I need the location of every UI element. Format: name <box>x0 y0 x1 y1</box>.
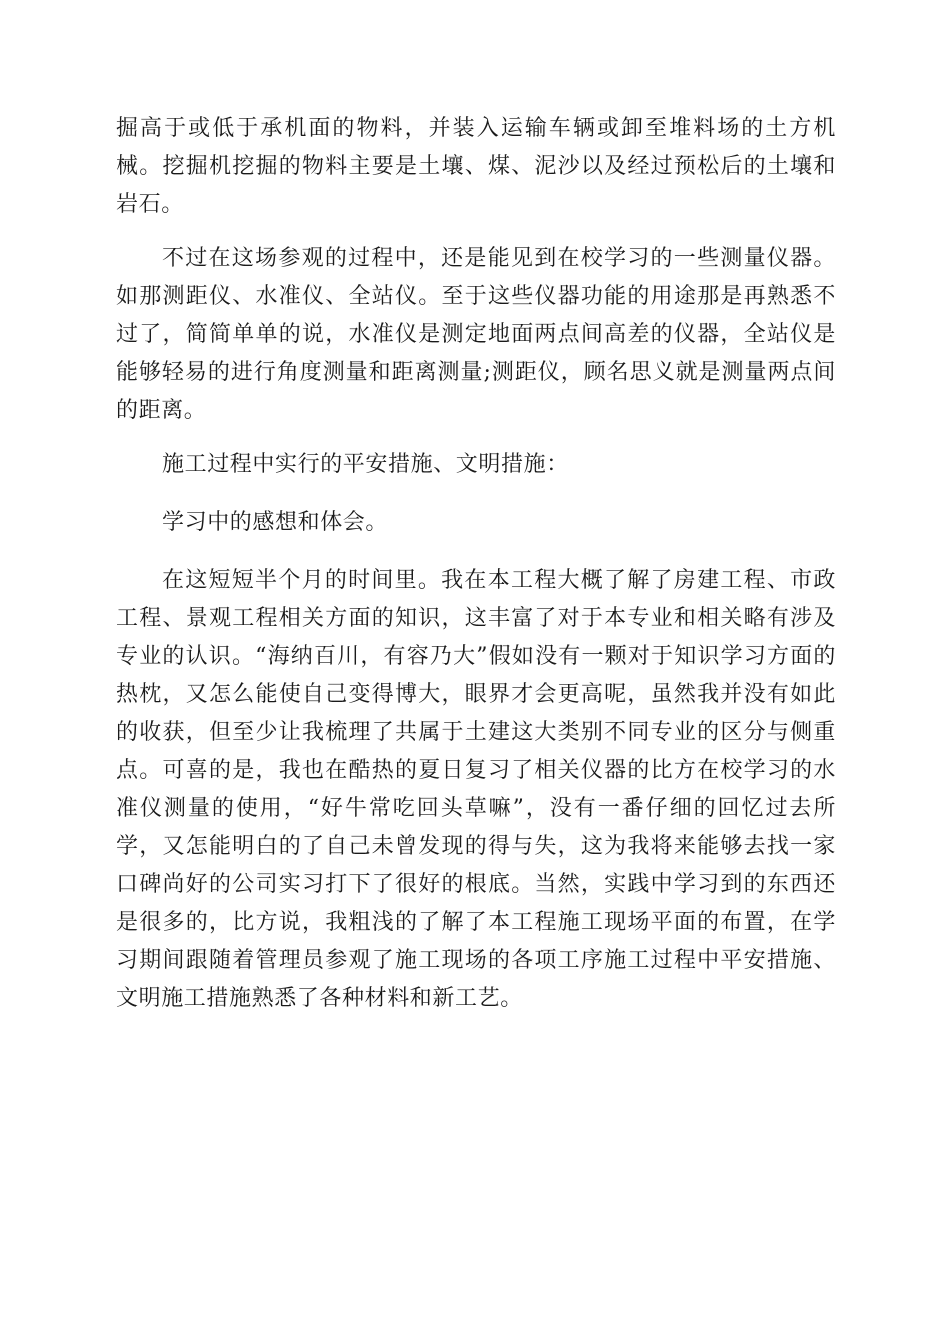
paragraph-instruments: 不过在这场参观的过程中，还是能见到在校学习的一些测量仪器。如那测距仪、水准仪、全站仪。至于这些仪器功能的用途那是再熟悉不过了，简简单单的说，水准仪是测定地面两点间高差的仪器，全站仪是能够轻易的进行角度测量和距离测量;测距仪，顾名思义就是测量两点间的距离。 <box>116 246 836 423</box>
paragraph-excavator: 掘高于或低于承机面的物料，并装入运输车辆或卸至堆料场的土方机械。挖掘机挖掘的物料主要是土壤、煤、泥沙以及经过预松后的土壤和岩石。 <box>116 116 836 217</box>
paragraph-safety-measures: 施工过程中实行的平安措施、文明措施： <box>162 452 569 477</box>
paragraph-reflections-heading: 学习中的感想和体会。 <box>162 510 389 535</box>
document-body <box>116 110 836 1034</box>
paragraph-reflections: 在这短短半个月的时间里。我在本工程大概了解了房建工程、市政工程、景观工程相关方面的知识，这丰富了对于本专业和相关略有涉及专业的认识。“海纳百川，有容乃大”假如没有一颗对于知识学习方面的热枕，又怎么能使自己变得博大，眼界才会更高呢，虽然我并没有如此的收获，但至少让我梳理了共属于土建这大类别不同专业的区分与侧重点。可喜的是，我也在酷热的夏日复习了相关仪器的比方在校学习的水准仪测量的使用，“好牛常吃回头草嘛”，没有一番仔细的回忆过去所学，又怎能明白的了自己未曾发现的得与失，这为我将来能够去找一家口碑尚好的公司实习打下了很好的根底。当然，实践中学习到的东西还是很多的，比方说，我粗浅的了解了本工程施工现场平面的布置，在学习期间跟随着管理员参观了施工现场的各项工序施工过程中平安措施、文明施工措施熟悉了各种材料和新工艺。 <box>116 568 836 1011</box>
